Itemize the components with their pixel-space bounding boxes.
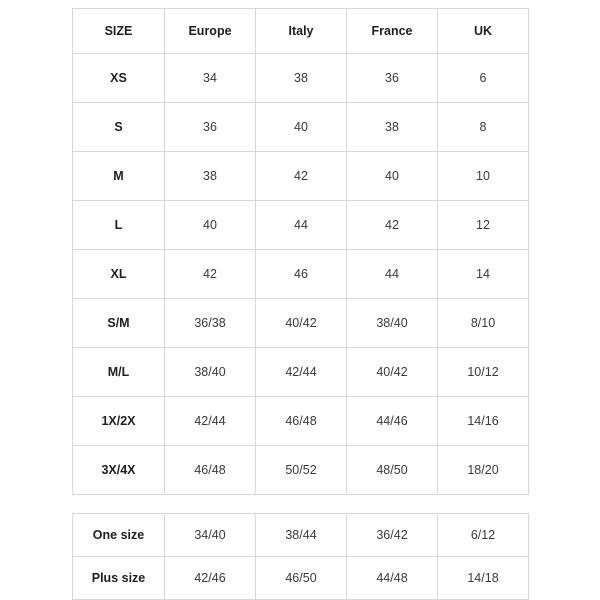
cell-europe: 42/46 — [165, 557, 256, 600]
cell-france: 48/50 — [347, 446, 438, 495]
cell-europe: 36 — [165, 103, 256, 152]
column-header-italy: Italy — [256, 9, 347, 54]
cell-france: 36/42 — [347, 514, 438, 557]
column-header-size: SIZE — [73, 9, 165, 54]
cell-europe: 46/48 — [165, 446, 256, 495]
row-label: XS — [73, 54, 165, 103]
cell-france: 38/40 — [347, 299, 438, 348]
cell-italy: 46/50 — [256, 557, 347, 600]
size-conversion-table — [72, 8, 529, 495]
column-header-uk: UK — [438, 9, 529, 54]
table-body — [73, 54, 529, 495]
table-row — [73, 103, 529, 152]
table-row — [73, 54, 529, 103]
table-row — [73, 446, 529, 495]
row-label: One size — [73, 514, 165, 557]
table-row — [73, 557, 529, 600]
row-label: L — [73, 201, 165, 250]
cell-europe: 38 — [165, 152, 256, 201]
table-row — [73, 514, 529, 557]
cell-europe: 38/40 — [165, 348, 256, 397]
cell-italy: 44 — [256, 201, 347, 250]
cell-italy: 40/42 — [256, 299, 347, 348]
row-label: 3X/4X — [73, 446, 165, 495]
row-label: XL — [73, 250, 165, 299]
cell-uk: 6/12 — [438, 514, 529, 557]
table-gap-divider — [72, 495, 528, 513]
row-label: M/L — [73, 348, 165, 397]
column-header-europe: Europe — [165, 9, 256, 54]
cell-france: 42 — [347, 201, 438, 250]
row-label: Plus size — [73, 557, 165, 600]
cell-uk: 14 — [438, 250, 529, 299]
column-header-france: France — [347, 9, 438, 54]
row-label: 1X/2X — [73, 397, 165, 446]
cell-uk: 8 — [438, 103, 529, 152]
cell-europe: 34/40 — [165, 514, 256, 557]
table-header — [73, 9, 529, 54]
table-row — [73, 152, 529, 201]
cell-italy: 42/44 — [256, 348, 347, 397]
cell-france: 40/42 — [347, 348, 438, 397]
cell-europe: 36/38 — [165, 299, 256, 348]
table-row — [73, 348, 529, 397]
cell-uk: 6 — [438, 54, 529, 103]
cell-italy: 42 — [256, 152, 347, 201]
table-row — [73, 250, 529, 299]
cell-italy: 50/52 — [256, 446, 347, 495]
row-label: S — [73, 103, 165, 152]
cell-uk: 14/18 — [438, 557, 529, 600]
cell-italy: 46/48 — [256, 397, 347, 446]
cell-italy: 38 — [256, 54, 347, 103]
cell-france: 44 — [347, 250, 438, 299]
cell-uk: 8/10 — [438, 299, 529, 348]
one-size-plus-size-table — [72, 513, 529, 600]
extra-table-body — [73, 514, 529, 600]
cell-italy: 40 — [256, 103, 347, 152]
row-label: M — [73, 152, 165, 201]
cell-france: 44/48 — [347, 557, 438, 600]
cell-france: 44/46 — [347, 397, 438, 446]
cell-uk: 12 — [438, 201, 529, 250]
table-row — [73, 397, 529, 446]
table-header-row — [73, 9, 529, 54]
cell-uk: 10/12 — [438, 348, 529, 397]
cell-italy: 46 — [256, 250, 347, 299]
cell-italy: 38/44 — [256, 514, 347, 557]
cell-uk: 14/16 — [438, 397, 529, 446]
table-row — [73, 201, 529, 250]
cell-europe: 40 — [165, 201, 256, 250]
cell-france: 36 — [347, 54, 438, 103]
cell-uk: 18/20 — [438, 446, 529, 495]
cell-uk: 10 — [438, 152, 529, 201]
table-row — [73, 299, 529, 348]
row-label: S/M — [73, 299, 165, 348]
cell-europe: 42 — [165, 250, 256, 299]
cell-france: 38 — [347, 103, 438, 152]
cell-europe: 34 — [165, 54, 256, 103]
cell-europe: 42/44 — [165, 397, 256, 446]
cell-france: 40 — [347, 152, 438, 201]
